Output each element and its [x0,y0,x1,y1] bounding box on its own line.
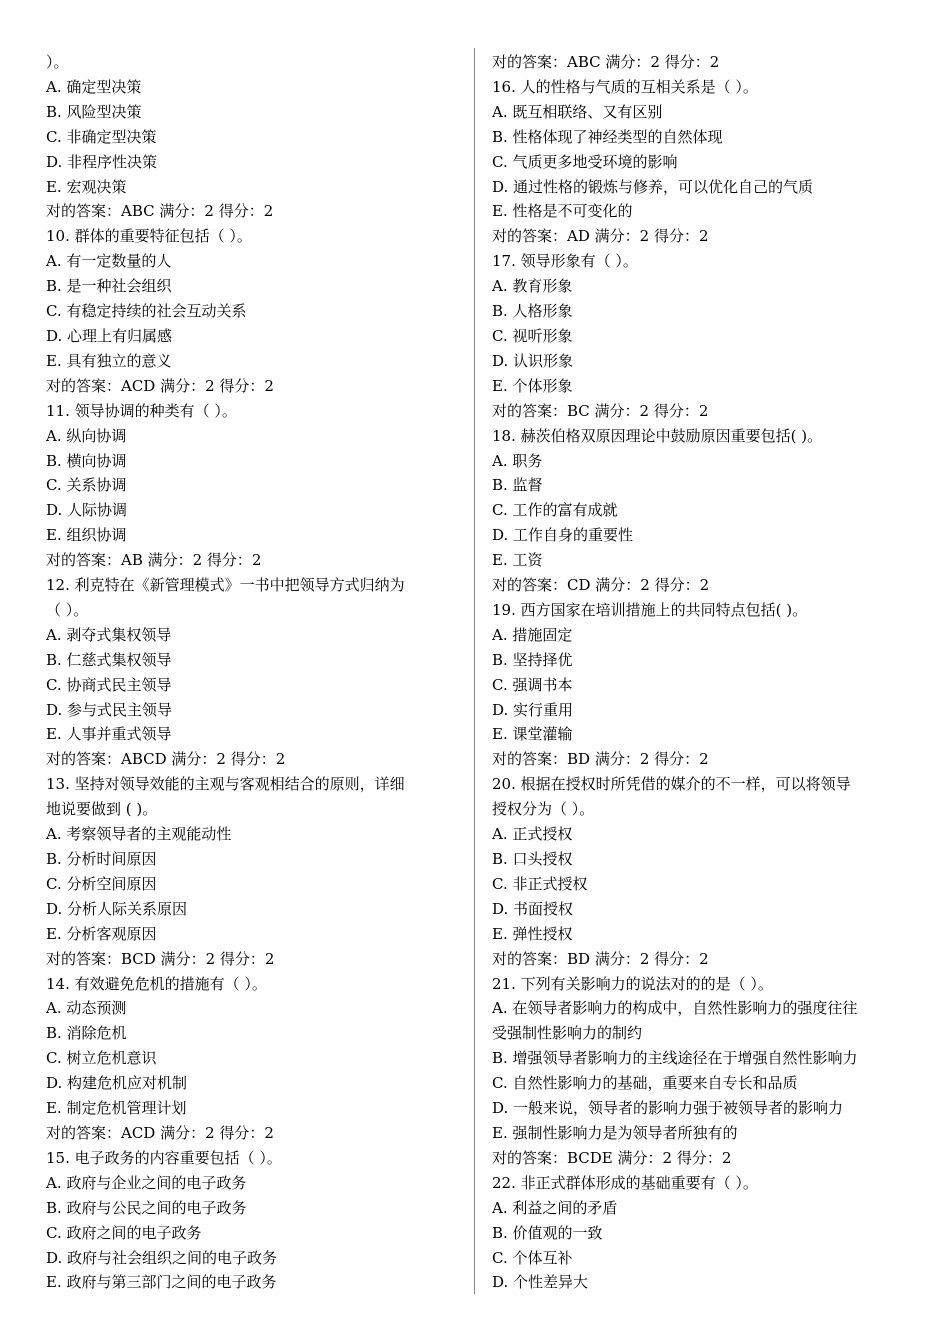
answer-line: 对的答案：BC 满分：2 得分：2 [492,401,709,420]
answer-line: 对的答案：BCD 满分：2 得分：2 [46,949,275,968]
text-line: C. 自然性影响力的基础，重要来自专长和品质 [492,1074,798,1093]
text-line: E. 弹性授权 [492,924,573,943]
text-line: ）。 [46,53,69,71]
text-line: B. 政府与公民之间的电子政务 [46,1198,247,1217]
text-line: C. 有稳定持续的社会互动关系 [46,302,247,321]
text-line: 11. 领导协调的种类有（ ）。 [46,401,237,420]
text-line: B. 分析时间原因 [46,850,157,868]
text-line: A. 剥夺式集权领导 [46,625,172,644]
text-line: E. 强制性影响力是为领导者所独有的 [492,1123,738,1142]
text-line: 19. 西方国家在培训措施上的共同特点包括( )。 [492,600,808,619]
text-line: C. 关系协调 [46,476,127,495]
text-line: 地说要做到 ( )。 [46,800,158,819]
text-line: D. 非程序性决策 [46,152,158,171]
text-line: E. 政府与第三部门之间的电子政务 [46,1273,277,1292]
text-line: A. 职务 [492,451,543,470]
text-line: C. 视听形象 [492,326,573,345]
text-line: C. 非确定型决策 [46,127,157,146]
text-line: E. 性格是不可变化的 [492,202,633,221]
text-line: 受强制性影响力的制约 [492,1024,643,1043]
answer-line: 对的答案：ABC 满分：2 得分：2 [492,53,720,71]
text-line: E. 具有独立的意义 [46,351,172,370]
text-line: D. 一般来说，领导者的影响力强于被领导者的影响力 [492,1099,844,1118]
text-line: 12. 利克特在《新管理模式》一书中把领导方式归纳为 [46,576,405,595]
text-line: 10. 群体的重要特征包括（ ）。 [46,227,252,246]
text-line: E. 个体形象 [492,376,573,395]
text-line: C. 工作的富有成就 [492,501,618,520]
answer-line: 对的答案：BD 满分：2 得分：2 [492,949,709,968]
text-line: D. 认识形象 [492,351,574,370]
text-line: C. 树立危机意识 [46,1049,157,1068]
text-line: A. 在领导者影响力的构成中，自然性影响力的强度往往 [492,999,858,1018]
text-line: 授权分为（ ）。 [492,800,595,819]
text-line: B. 性格体现了神经类型的自然体现 [492,127,723,146]
text-line: E. 制定危机管理计划 [46,1099,187,1118]
text-line: C. 非正式授权 [492,874,588,893]
text-line: 13. 坚持对领导效能的主观与客观相结合的原则，详细 [46,775,405,794]
text-line: A. 教育形象 [492,277,573,296]
answer-line: 对的答案：BCDE 满分：2 得分：2 [492,1148,732,1167]
text-line: B. 价值观的一致 [492,1223,603,1242]
text-line: D. 构建危机应对机制 [46,1074,188,1093]
text-line: C. 气质更多地受环境的影响 [492,152,678,171]
text-line: E. 分析客观原因 [46,924,157,943]
text-line: A. 确定型决策 [46,77,142,96]
answer-line: 对的答案：AD 满分：2 得分：2 [492,227,709,246]
text-line: D. 书面授权 [492,899,574,918]
answer-line: 对的答案：BD 满分：2 得分：2 [492,750,709,769]
text-line: C. 强调书本 [492,675,573,694]
text-line: B. 仁慈式集权领导 [46,650,172,669]
text-line: A. 动态预测 [46,999,127,1018]
text-line: C. 个体互补 [492,1248,573,1267]
answer-line: 对的答案：AB 满分：2 得分：2 [46,551,262,570]
text-line: E. 宏观决策 [46,177,127,196]
left-column [46,50,462,1295]
text-line: A. 有一定数量的人 [46,252,172,271]
text-line: A. 正式授权 [492,825,573,844]
text-line: B. 风险型决策 [46,102,142,121]
text-line: E. 组织协调 [46,526,127,545]
text-line: C. 政府之间的电子政务 [46,1223,202,1242]
text-line: A. 政府与企业之间的电子政务 [46,1173,247,1192]
text-line: B. 人格形象 [492,302,573,321]
text-line: 15. 电子政务的内容重要包括（ ）。 [46,1148,282,1167]
answer-line: 对的答案：ACD 满分：2 得分：2 [46,376,274,395]
text-line: 20. 根据在授权时所凭借的媒介的不一样，可以将领导 [492,775,851,794]
text-line: A. 措施固定 [492,625,573,644]
text-line: 16. 人的性格与气质的互相关系是（ ）。 [492,77,758,96]
text-line: C. 协商式民主领导 [46,675,172,694]
answer-line: 对的答案：ABCD 满分：2 得分：2 [46,750,286,769]
text-line: D. 工作自身的重要性 [492,526,634,545]
text-line: 17. 领导形象有（ ）。 [492,252,638,271]
text-line: A. 纵向协调 [46,426,127,445]
text-line: B. 口头授权 [492,850,573,868]
text-line: B. 坚持择优 [492,650,573,669]
answer-line: 对的答案：CD 满分：2 得分：2 [492,576,710,595]
text-line: D. 通过性格的锻炼与修养，可以优化自己的气质 [492,177,814,196]
text-line: 18. 赫茨伯格双原因理论中鼓励原因重要包括( )。 [492,426,823,445]
text-line: D. 参与式民主领导 [46,700,173,719]
text-line: D. 分析人际关系原因 [46,899,188,918]
text-line: B. 增强领导者影响力的主线途径在于增强自然性影响力 [492,1049,858,1068]
text-line: A. 既互相联络、又有区别 [492,102,663,121]
text-line: B. 消除危机 [46,1024,127,1043]
column-divider [474,48,475,1294]
text-line: D. 人际协调 [46,501,128,520]
text-line: E. 工资 [492,551,543,570]
answer-line: 对的答案：ACD 满分：2 得分：2 [46,1123,274,1142]
text-line: E. 课堂灌输 [492,725,573,744]
text-line: D. 政府与社会组织之间的电子政务 [46,1248,278,1267]
text-line: 14. 有效避免危机的措施有（ ）。 [46,974,267,993]
right-column [492,50,910,1295]
text-line: D. 实行重用 [492,700,574,719]
text-line: D. 心理上有归属感 [46,326,173,345]
text-line: B. 横向协调 [46,451,127,470]
text-line: D. 个性差异大 [492,1273,589,1292]
text-line: 21. 下列有关影响力的说法对的的是（ ）。 [492,974,773,993]
text-line: （ ）。 [46,600,89,619]
text-line: A. 利益之间的矛盾 [492,1198,618,1217]
text-line: B. 监督 [492,476,543,495]
text-line: E. 人事并重式领导 [46,725,172,744]
text-line: C. 分析空间原因 [46,874,157,893]
text-line: 22. 非正式群体形成的基础重要有（ ）。 [492,1173,758,1192]
text-line: B. 是一种社会组织 [46,277,172,296]
answer-line: 对的答案：ABC 满分：2 得分：2 [46,202,274,221]
text-line: A. 考察领导者的主观能动性 [46,825,232,844]
